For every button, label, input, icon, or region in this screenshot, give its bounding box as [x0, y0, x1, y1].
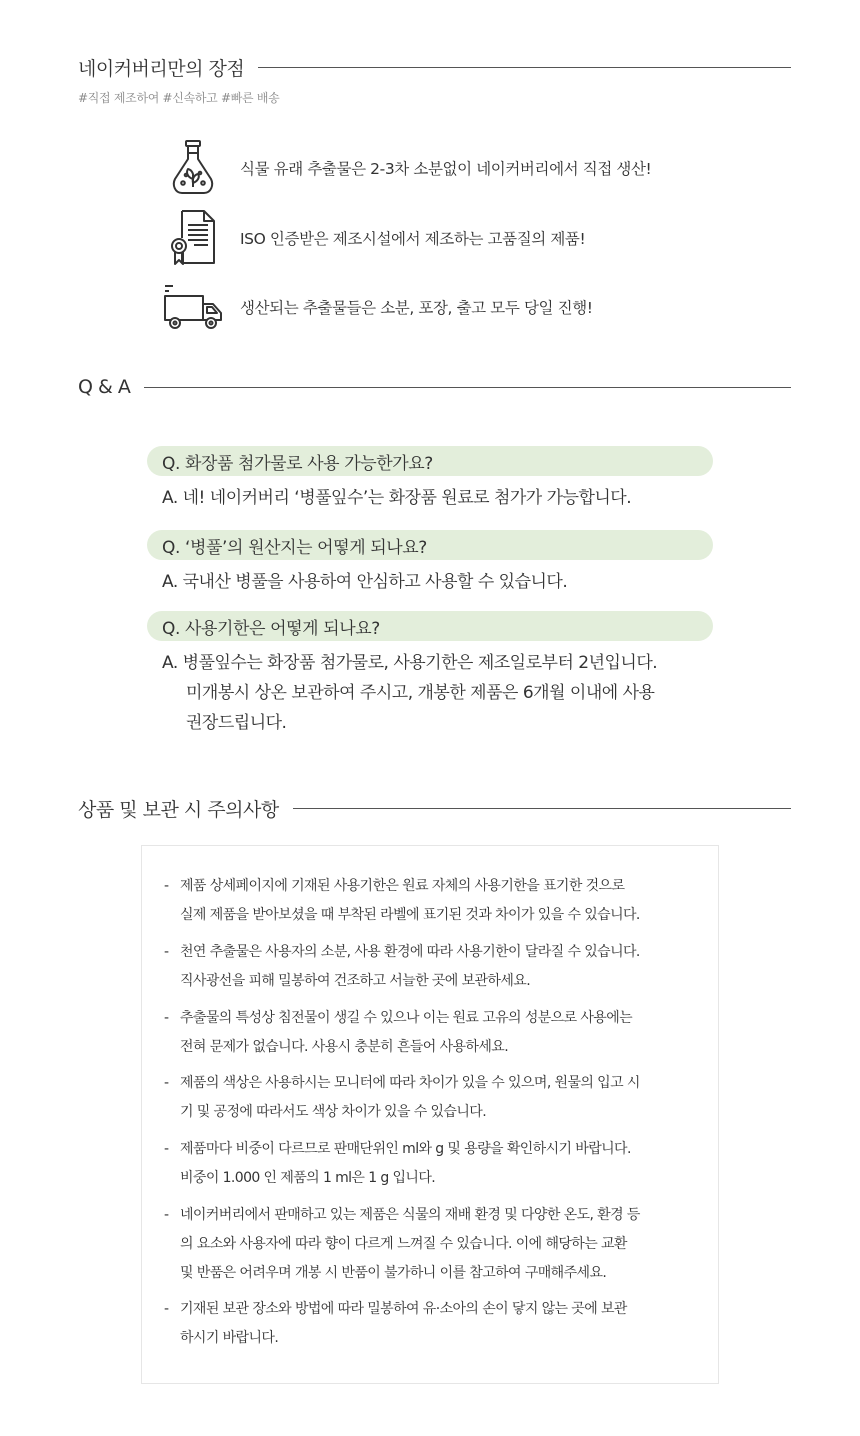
qa-title: Q & A: [78, 376, 131, 398]
advantage-item: [160, 209, 585, 267]
delivery-truck-icon: [160, 278, 226, 336]
notice-line: 추출물의 특성상 침전물이 생길 수 있으나 이는 원료 고유의 성분으로 사용에는: [180, 1010, 633, 1026]
notice-item: [164, 1295, 700, 1353]
notice-line: 실제 제품을 받아보셨을 때 부착된 라벨에 표기된 것과 차이가 있을 수 있습니다.: [180, 907, 640, 923]
qa-answer-line: 권장드립니다.: [186, 713, 287, 733]
notice-line: 및 반품은 어려우며 개봉 시 반품이 불가하니 이를 참고하여 구매해주세요.: [180, 1265, 607, 1281]
notice-line: 비중이 1.000 인 제품의 1 ml은 1 g 입니다.: [180, 1170, 436, 1186]
notice-item: [164, 1201, 700, 1288]
section-divider: [258, 67, 791, 68]
advantage-item: [160, 278, 593, 336]
bullet-dash: -: [164, 878, 169, 894]
qa-question: Q. 사용기한은 어떻게 되나요?: [147, 611, 713, 641]
notice-item: [164, 938, 700, 996]
advantages-section-header: [78, 54, 791, 81]
advantage-text: 식물 유래 추출물은 2-3차 소분없이 네이커버리에서 직접 생산!: [240, 160, 652, 178]
qa-answer-line: 미개봉시 상온 보관하여 주시고, 개봉한 제품은 6개월 이내에 사용: [186, 683, 655, 703]
section-divider: [144, 387, 791, 388]
advantages-tags: #직접 제조하여 #신속하고 #빠른 배송: [78, 91, 280, 105]
qa-question: Q. ‘병풀’의 원산지는 어떻게 되나요?: [147, 530, 713, 560]
notice-line: 네이커버리에서 판매하고 있는 제품은 식물의 재배 환경 및 다양한 온도, 환경 등: [180, 1207, 640, 1223]
notice-line: 전혀 문제가 없습니다. 사용시 충분히 흔들어 사용하세요.: [180, 1039, 509, 1055]
notice-box: [141, 845, 719, 1384]
flask-icon: [160, 139, 226, 197]
advantage-text: 생산되는 추출물들은 소분, 포장, 출고 모두 당일 진행!: [240, 299, 593, 317]
notice-line: 하시기 바랍니다.: [180, 1330, 279, 1346]
bullet-dash: -: [164, 1010, 169, 1026]
notice-line: 제품마다 비중이 다르므로 판매단위인 ml와 g 및 용량을 확인하시기 바랍니다.: [180, 1141, 631, 1157]
qa-answer-line: A. 국내산 병풀을 사용하여 안심하고 사용할 수 있습니다.: [162, 572, 568, 592]
qa-section-header: [78, 376, 791, 398]
notice-line: 기 및 공정에 따라서도 색상 차이가 있을 수 있습니다.: [180, 1104, 487, 1120]
notice-item: [164, 1069, 700, 1127]
section-divider: [293, 808, 791, 809]
notice-item: [164, 872, 700, 930]
notice-line: 직사광선을 피해 밀봉하여 건조하고 서늘한 곳에 보관하세요.: [180, 973, 531, 989]
notice-item: [164, 1004, 700, 1062]
qa-answer-line: A. 네! 네이커버리 ‘병풀잎수’는 화장품 원료로 첨가가 가능합니다.: [162, 488, 632, 508]
notice-line: 기재된 보관 장소와 방법에 따라 밀봉하여 유·소아의 손이 닿지 않는 곳에 보관: [180, 1301, 627, 1317]
qa-answer: [162, 483, 631, 513]
qa-answer: [162, 567, 567, 597]
notice-line: 제품 상세페이지에 기재된 사용기한은 원료 자체의 사용기한을 표기한 것으로: [180, 878, 625, 894]
notice-line: 제품의 색상은 사용하시는 모니터에 따라 차이가 있을 수 있으며, 원물의 입고 시: [180, 1075, 640, 1091]
advantage-item: [160, 139, 651, 197]
bullet-dash: -: [164, 1141, 169, 1157]
certificate-icon: [160, 209, 226, 267]
bullet-dash: -: [164, 1207, 169, 1223]
bullet-dash: -: [164, 944, 169, 960]
qa-question: Q. 화장품 첨가물로 사용 가능한가요?: [147, 446, 713, 476]
bullet-dash: -: [164, 1075, 169, 1091]
notice-item: [164, 1135, 700, 1193]
bullet-dash: -: [164, 1301, 169, 1317]
notice-title: 상품 및 보관 시 주의사항: [78, 799, 279, 821]
qa-answer: [162, 648, 657, 738]
notice-line: 의 요소와 사용자에 따라 향이 다르게 느껴질 수 있습니다. 이에 해당하는 교환: [180, 1236, 627, 1252]
notice-line: 천연 추출물은 사용자의 소분, 사용 환경에 따라 사용기한이 달라질 수 있습니다.: [180, 944, 640, 960]
advantage-text: ISO 인증받은 제조시설에서 제조하는 고품질의 제품!: [240, 230, 586, 248]
advantages-title: 네이커버리만의 장점: [78, 58, 245, 80]
qa-answer-line: A. 병풀잎수는 화장품 첨가물로, 사용기한은 제조일로부터 2년입니다.: [162, 653, 658, 673]
notice-section-header: [78, 795, 791, 822]
